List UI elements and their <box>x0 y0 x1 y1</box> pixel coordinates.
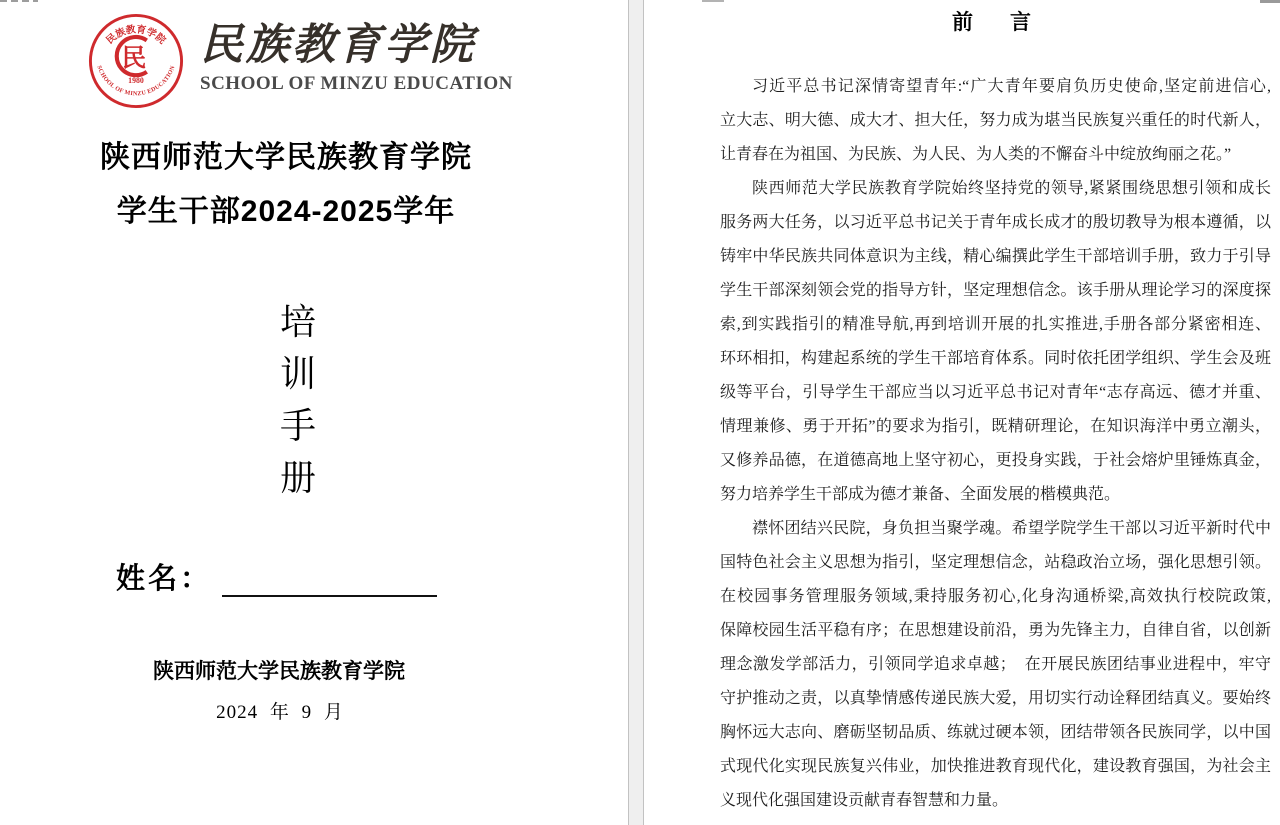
page-gutter <box>628 0 644 825</box>
preface-line: 理念激发学部活力，引领同学追求卓越； 在开展民族团结事业进程中，牢守 <box>720 656 1271 673</box>
logo-wordmark <box>200 20 513 95</box>
preface-line: 情理兼修、勇于开拓”的要求为指引，既精研理论，在知识海洋中勇立潮头， <box>720 418 1271 435</box>
vertical-title <box>276 300 320 508</box>
preface-line: 环环相扣，构建起系统的学生干部培育体系。同时依托团学组织、学生会及班 <box>720 350 1271 367</box>
vertical-title-char: 训 <box>279 354 316 394</box>
preface-line: 保障校园生活平稳有序；在思想建设前沿，勇为先锋主力，自律自省，以创新 <box>720 622 1271 639</box>
preface-line: 式现代化实现民族复兴伟业，加快推进教育现代化，建设教育强国，为社会主 <box>720 758 1271 775</box>
preface-line: 胸怀远大志向、磨砺坚韧品质、练就过硬本领，团结带领各民族同学，以中国 <box>720 724 1271 741</box>
page-edge-mark <box>1260 0 1280 3</box>
logo-name-en: SCHOOL OF MINZU EDUCATION <box>200 73 513 94</box>
cover-page[interactable] <box>0 0 628 825</box>
cover-title-line2: 学生干部2024-2025学年 <box>116 195 456 228</box>
preface-line: 在校园事务管理服务领域,秉持服务初心,化身沟通桥梁,高效执行校院政策, <box>720 588 1271 605</box>
page-edge-mark <box>0 0 38 2</box>
preface-line: 又修养品德，在道德高地上坚守初心，更投身实践，于社会熔炉里锤炼真金， <box>720 452 1271 469</box>
preface-line: 学生干部深刻领会党的指导方针，坚定理想信念。该手册从理论学习的深度探 <box>720 282 1271 299</box>
preface-line: 义现代化强国建设贡献青春智慧和力量。 <box>720 792 1009 809</box>
cover-title-line1: 陕西师范大学民族教育学院 <box>100 141 472 174</box>
seal-top-arc-text: 民族教育学院 <box>104 24 168 47</box>
name-label: 姓名： <box>116 563 213 595</box>
seal-bottom-arc-text: SCHOOL OF MINZU EDUCATION <box>95 64 177 98</box>
preface-line: 守护推动之责，以真挚情感传递民族大爱，用切实行动诠释团结真义。要始终 <box>720 690 1271 707</box>
preface-line: 索,到实践指引的精准导航,再到培训开展的扎实推进,手册各部分紧密相连、 <box>720 316 1271 333</box>
preface-line: 努力培养学生干部成为德才兼备、全面发展的楷模典范。 <box>720 486 1121 503</box>
preface-heading: 前 言 <box>952 11 1039 34</box>
name-row <box>116 556 437 597</box>
logo-name-cn: 民族教育学院 <box>200 20 476 70</box>
preface-line: 立大志、明大德、成大才、担大任，努力成为堪当民族复兴重任的时代新人， <box>720 112 1271 129</box>
name-blank-line <box>222 559 437 597</box>
svg-text:民族教育学院 <box>103 22 169 46</box>
seal-center-glyph: 民 <box>121 44 147 72</box>
preface-line: 国特色社会主义思想为指引，坚定理想信念，站稳政治立场，强化思想引领。 <box>720 554 1271 571</box>
school-seal-icon <box>86 12 186 110</box>
preface-page[interactable] <box>644 0 1280 825</box>
preface-line: 陕西师范大学民族教育学院始终坚持党的领导,紧紧围绕思想引领和成长 <box>752 180 1271 197</box>
vertical-title-char: 培 <box>279 302 316 342</box>
publisher-line: 陕西师范大学民族教育学院 <box>153 660 405 683</box>
preface-line: 襟怀团结兴民院，身负担当聚学魂。希望学院学生干部以习近平新时代中 <box>752 520 1271 537</box>
preface-line: 级等平台，引导学生干部应当以习近平总书记对青年“志存高远、德才并重、 <box>720 384 1271 401</box>
preface-line: 铸牢中华民族共同体意识为主线，精心编撰此学生干部培训手册，致力于引导 <box>720 248 1271 265</box>
page-edge-mark <box>702 0 724 2</box>
seal-year: 1980 <box>128 76 144 86</box>
preface-line: 习近平总书记深情寄望青年:“广大青年要肩负历史使命,坚定前进信心, <box>752 78 1271 95</box>
preface-line: 服务两大任务，以习近平总书记关于青年成长成才的殷切教导为根本遵循，以 <box>720 214 1271 231</box>
vertical-title-char: 册 <box>279 458 316 498</box>
date-line: 2024 年 9 月 <box>216 702 344 723</box>
preface-line: 让青春在为祖国、为民族、为人民、为人类的不懈奋斗中绽放绚丽之花。” <box>720 146 1232 163</box>
preface-body <box>720 70 1271 818</box>
vertical-title-char: 手 <box>279 406 316 446</box>
